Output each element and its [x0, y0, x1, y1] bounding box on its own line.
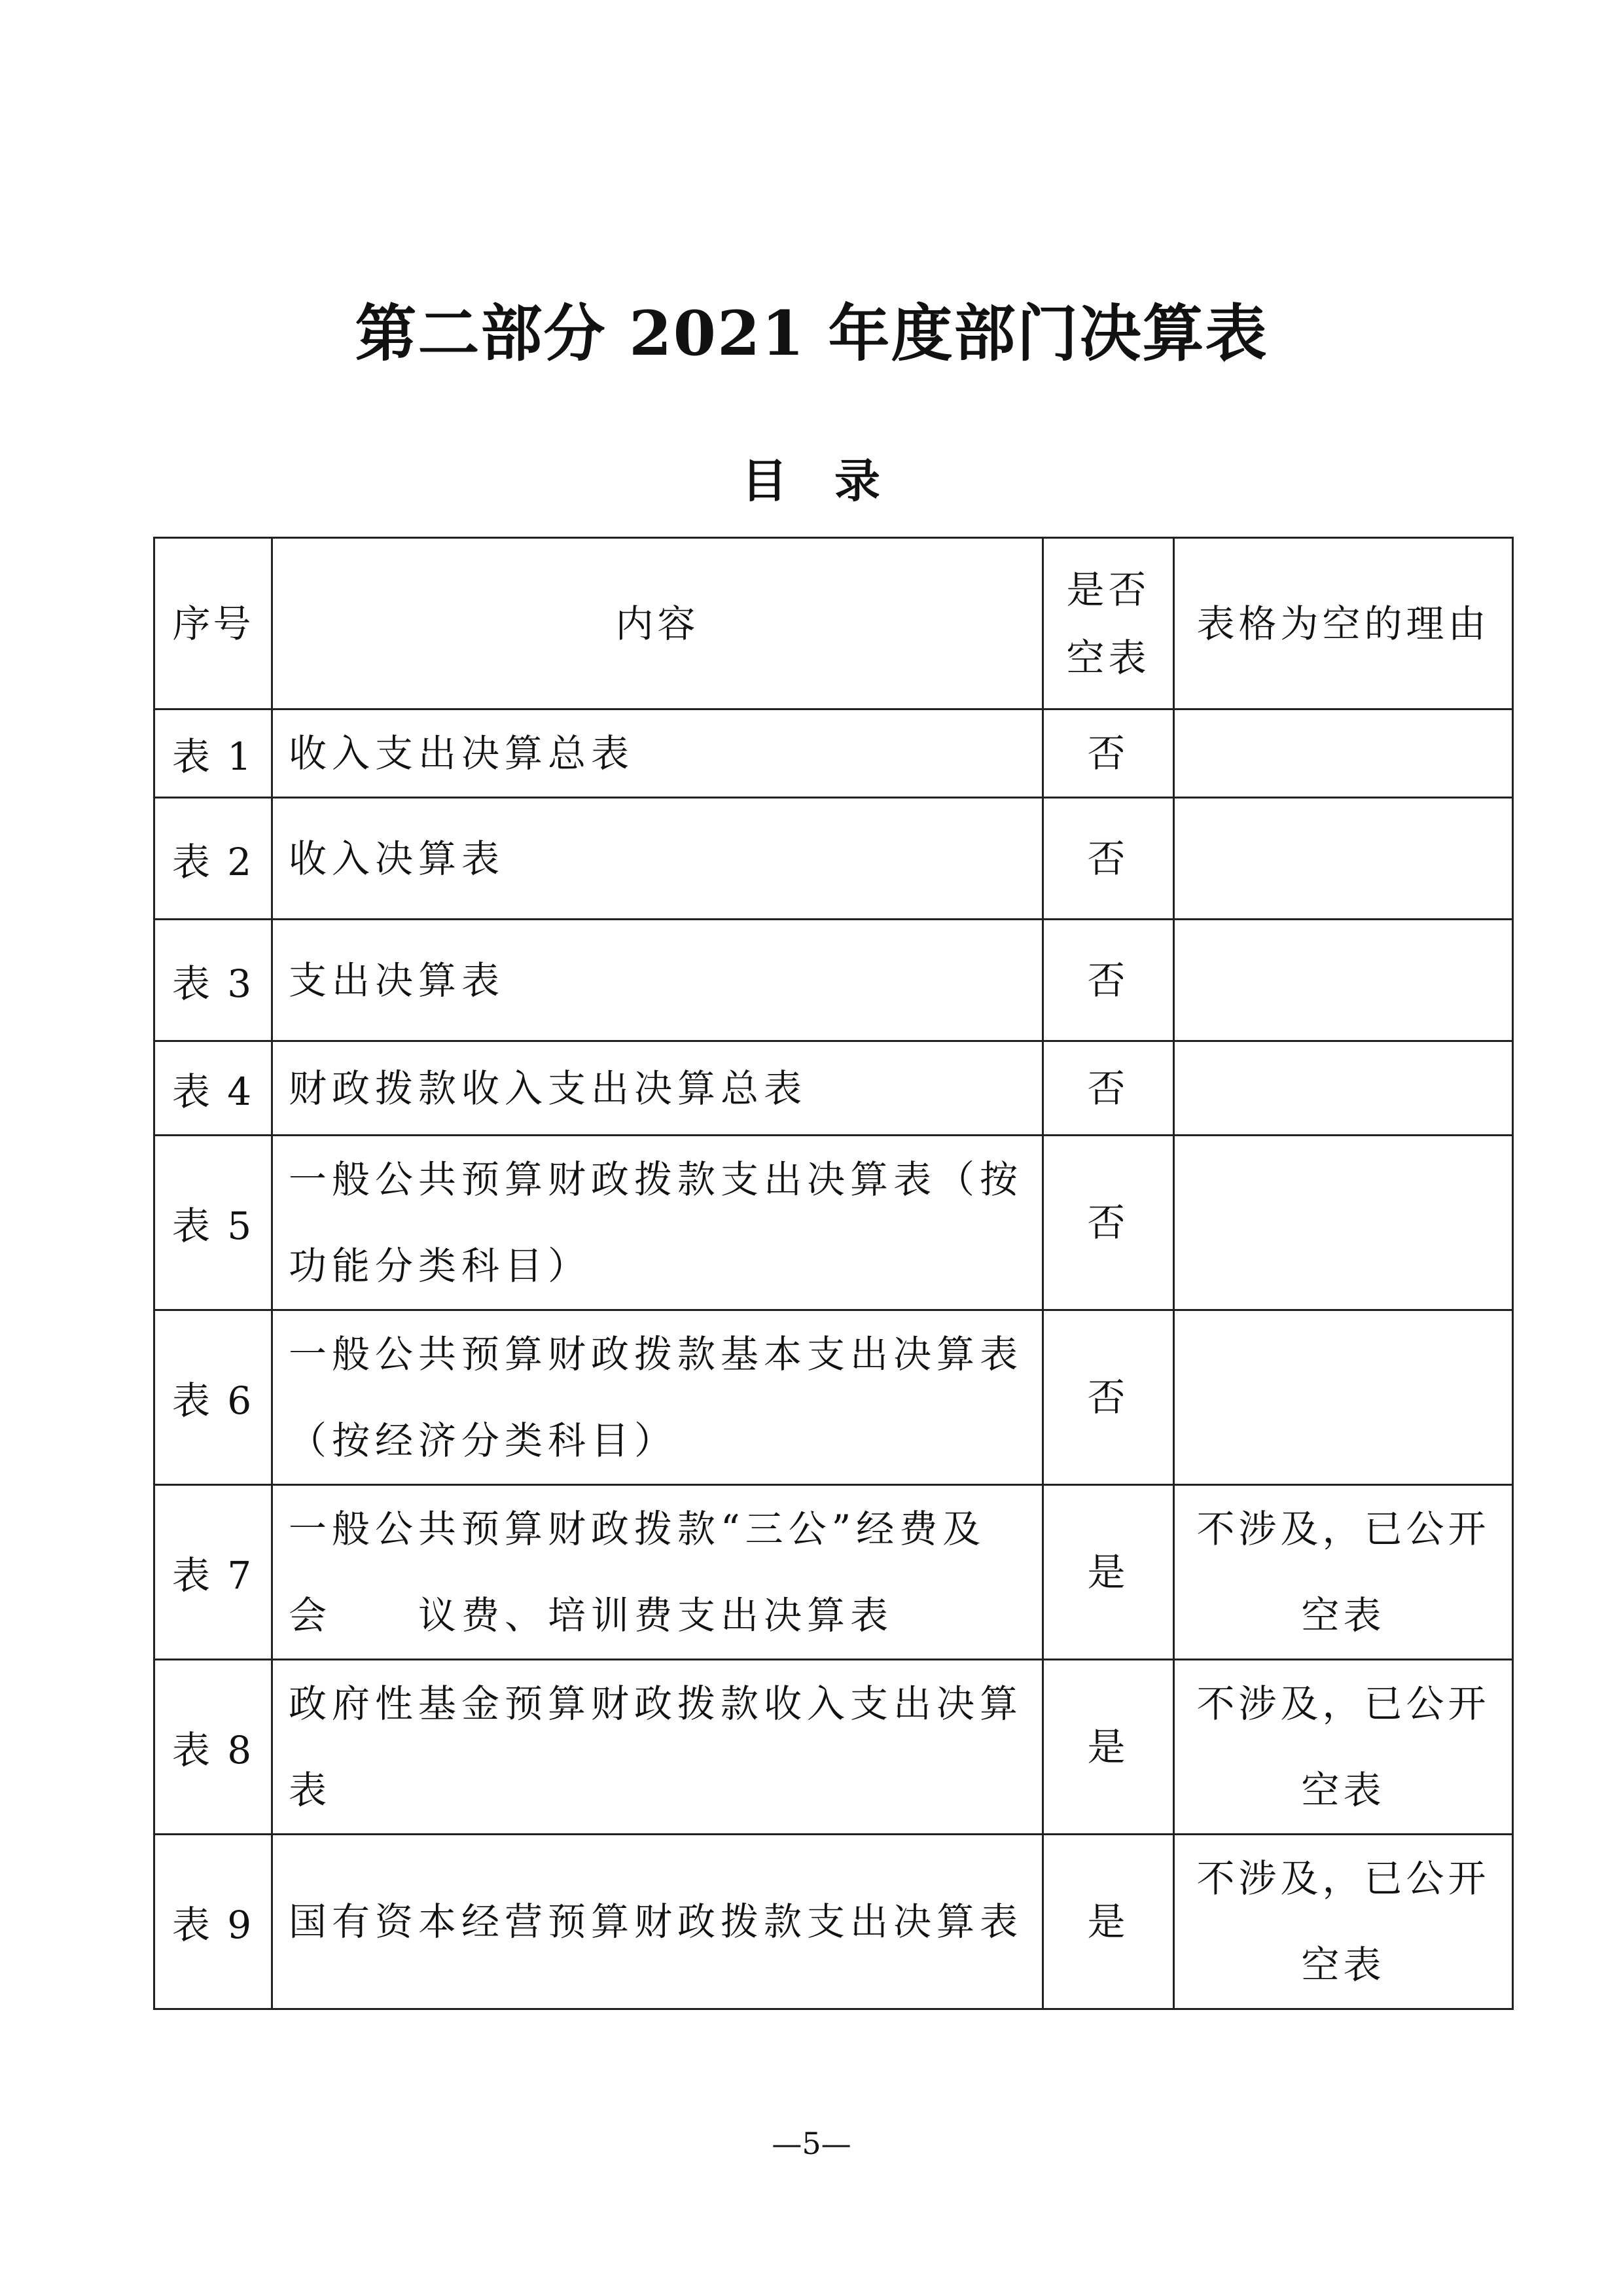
page-title: 第二部分 2021 年度部门决算表	[355, 298, 1268, 370]
row-no: 表 1	[154, 709, 272, 798]
row-reason	[1174, 920, 1513, 1041]
row-is-empty: 否	[1043, 709, 1174, 798]
row-content	[272, 1485, 1043, 1660]
row-content-line-2: （按经济分类科目）	[289, 1418, 678, 1463]
row-content: 收入决算表	[272, 798, 1043, 920]
row-reason	[1174, 798, 1513, 920]
row-content-line-1: 一般公共预算财政拨款基本支出决算表	[289, 1332, 1024, 1376]
row-is-empty: 否	[1043, 1041, 1174, 1136]
row-reason	[1174, 1485, 1513, 1660]
row-is-empty: 否	[1043, 1310, 1174, 1485]
row-reason	[1174, 709, 1513, 798]
row-no: 表 6	[154, 1310, 272, 1485]
row-is-empty: 否	[1043, 798, 1174, 920]
row-content: 国有资本经营预算财政拨款支出决算表	[272, 1835, 1043, 2009]
table-row	[154, 1041, 1513, 1136]
row-reason-line-1: 不涉及，已公开	[1196, 1681, 1490, 1726]
header-reason: 表格为空的理由	[1174, 538, 1513, 709]
row-content-line-1: 政府性基金预算财政拨款收入支出决算	[289, 1681, 1024, 1726]
row-no: 表 3	[154, 920, 272, 1041]
row-no: 表 2	[154, 798, 272, 920]
table-row	[154, 1660, 1513, 1835]
row-content-line-2: 功能分类科目）	[289, 1244, 592, 1288]
table-row	[154, 709, 1513, 798]
header-no: 序号	[154, 538, 272, 709]
table-row	[154, 798, 1513, 920]
row-reason	[1174, 1660, 1513, 1835]
row-is-empty: 否	[1043, 920, 1174, 1041]
page-number: —5—	[772, 2126, 851, 2161]
table-row	[154, 1310, 1513, 1485]
header-is-empty-line-1: 是否	[1066, 567, 1150, 612]
table-row	[154, 920, 1513, 1041]
row-reason	[1174, 1041, 1513, 1136]
row-content	[272, 1310, 1043, 1485]
row-no: 表 9	[154, 1835, 272, 2009]
row-content	[272, 1660, 1043, 1835]
row-is-empty: 是	[1043, 1485, 1174, 1660]
toc-heading-char-2: 录	[834, 454, 882, 508]
row-is-empty: 否	[1043, 1136, 1174, 1310]
row-no: 表 5	[154, 1136, 272, 1310]
row-reason-line-2: 空表	[1301, 1593, 1385, 1638]
row-is-empty: 是	[1043, 1660, 1174, 1835]
table-row	[154, 1835, 1513, 2009]
toc-heading	[0, 445, 1623, 517]
table-row	[154, 1136, 1513, 1310]
table-row	[154, 1485, 1513, 1660]
row-reason-line-2: 空表	[1301, 1943, 1385, 1987]
row-is-empty: 是	[1043, 1835, 1174, 2009]
row-reason-line-1: 不涉及，已公开	[1196, 1856, 1490, 1901]
row-no: 表 4	[154, 1041, 272, 1136]
toc-table	[153, 537, 1514, 2010]
row-reason	[1174, 1310, 1513, 1485]
row-content-line-2: 会 议费、培训费支出决算表	[289, 1593, 894, 1638]
row-reason-line-1: 不涉及，已公开	[1196, 1507, 1490, 1551]
row-content: 支出决算表	[272, 920, 1043, 1041]
row-no: 表 8	[154, 1660, 272, 1835]
row-reason	[1174, 1835, 1513, 2009]
row-content: 财政拨款收入支出决算总表	[272, 1041, 1043, 1136]
table-header-row	[154, 538, 1513, 709]
header-is-empty-line-2: 空表	[1066, 635, 1150, 680]
row-content	[272, 1136, 1043, 1310]
row-content-line-1: 一般公共预算财政拨款支出决算表（按	[289, 1157, 1024, 1202]
row-no: 表 7	[154, 1485, 272, 1660]
header-is-empty	[1043, 538, 1174, 709]
row-reason-line-2: 空表	[1301, 1768, 1385, 1812]
row-reason	[1174, 1136, 1513, 1310]
row-content: 收入支出决算总表	[272, 709, 1043, 798]
row-content-line-1: 一般公共预算财政拨款“三公”经费及	[289, 1507, 986, 1551]
header-content: 内容	[272, 538, 1043, 709]
row-content-line-2: 表	[289, 1768, 332, 1812]
toc-heading-char-1: 目	[741, 454, 789, 508]
